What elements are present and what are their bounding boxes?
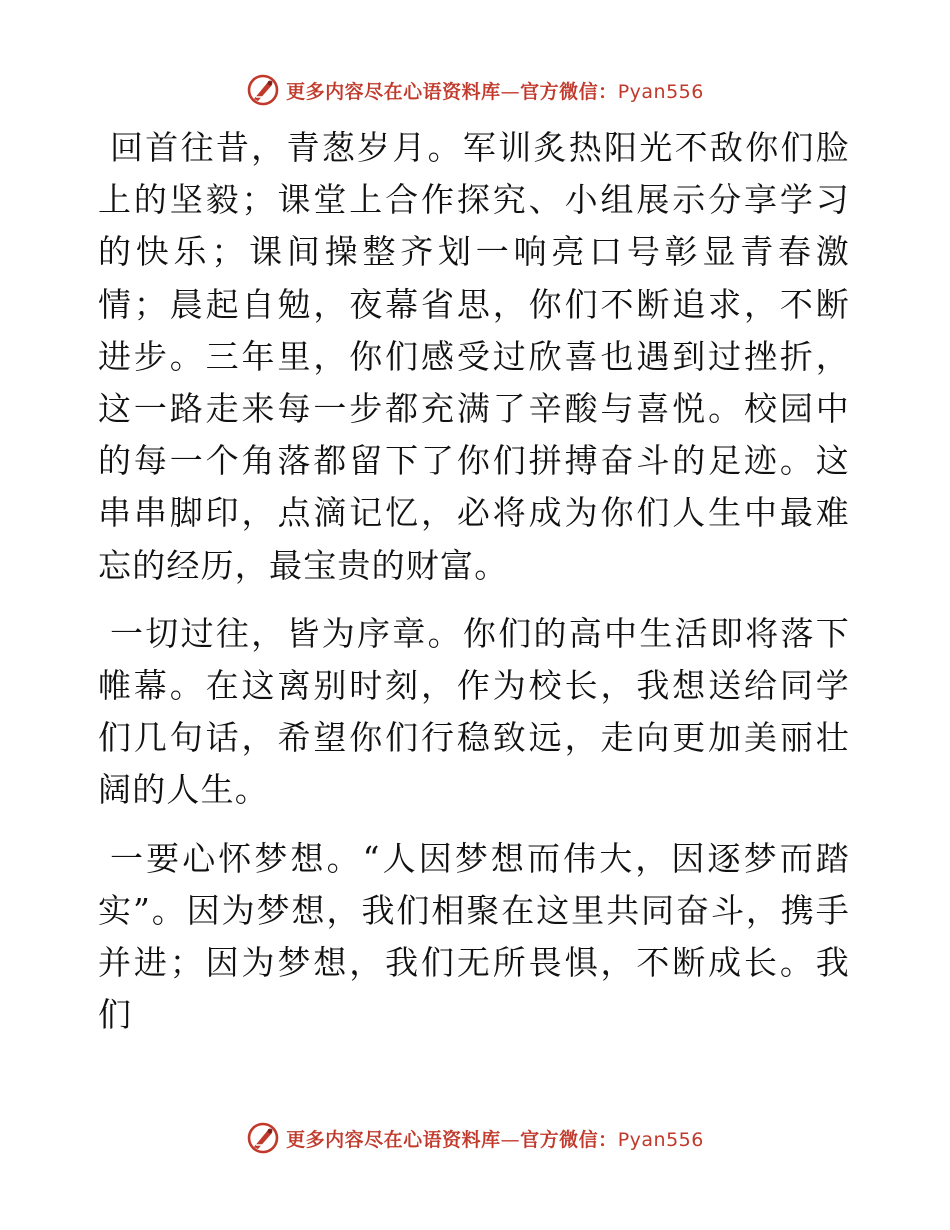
quill-seal-icon bbox=[246, 1121, 280, 1155]
footer-banner bbox=[0, 1118, 950, 1158]
banner-dash: — bbox=[500, 80, 521, 103]
banner-wechat-id: Pyan556 bbox=[617, 1128, 704, 1151]
banner-wechat-id: Pyan556 bbox=[617, 80, 704, 103]
header-banner bbox=[0, 70, 950, 110]
banner-site-name: 更多内容尽在心语资料库 bbox=[286, 1128, 501, 1151]
paragraph-3: 一要心怀梦想。“人因梦想而伟大，因逐梦而踏实”。因为梦想，我们相聚在这里共同奋斗，携手并进；因为梦想，我们无所畏惧，不断成长。我们 bbox=[98, 838, 850, 1035]
quill-seal-icon bbox=[246, 73, 280, 107]
banner-wechat-label: 官方微信： bbox=[520, 80, 618, 103]
paragraph-2: 一切过往，皆为序章。你们的高中生活即将落下帷幕。在这离别时刻，作为校长，我想送给同学们几句话，希望你们行稳致远，走向更加美丽壮阔的人生。 bbox=[98, 613, 850, 810]
paragraph-1: 回首往昔，青葱岁月。军训炙热阳光不敌你们脸上的坚毅；课堂上合作探究、小组展示分享学习的快乐；课间操整齐划一响亮口号彰显青春激情；晨起自勉，夜幕省思，你们不断追求，不断进步。三年里，你们感受过欣喜也遇到过挫折，这一路走来每一步都充满了辛酸与喜悦。校园中的每一个角落都留下了你们拼搏奋斗的足迹。这串串脚印，点滴记忆，必将成为你们人生中最难忘的经历，最宝贵的财富。 bbox=[98, 128, 850, 585]
banner-text bbox=[286, 1125, 704, 1152]
banner-wechat-label: 官方微信： bbox=[520, 1128, 618, 1151]
document-body bbox=[98, 122, 850, 1057]
banner-dash: — bbox=[500, 1128, 521, 1151]
banner-text bbox=[286, 77, 704, 104]
banner-site-name: 更多内容尽在心语资料库 bbox=[286, 80, 501, 103]
